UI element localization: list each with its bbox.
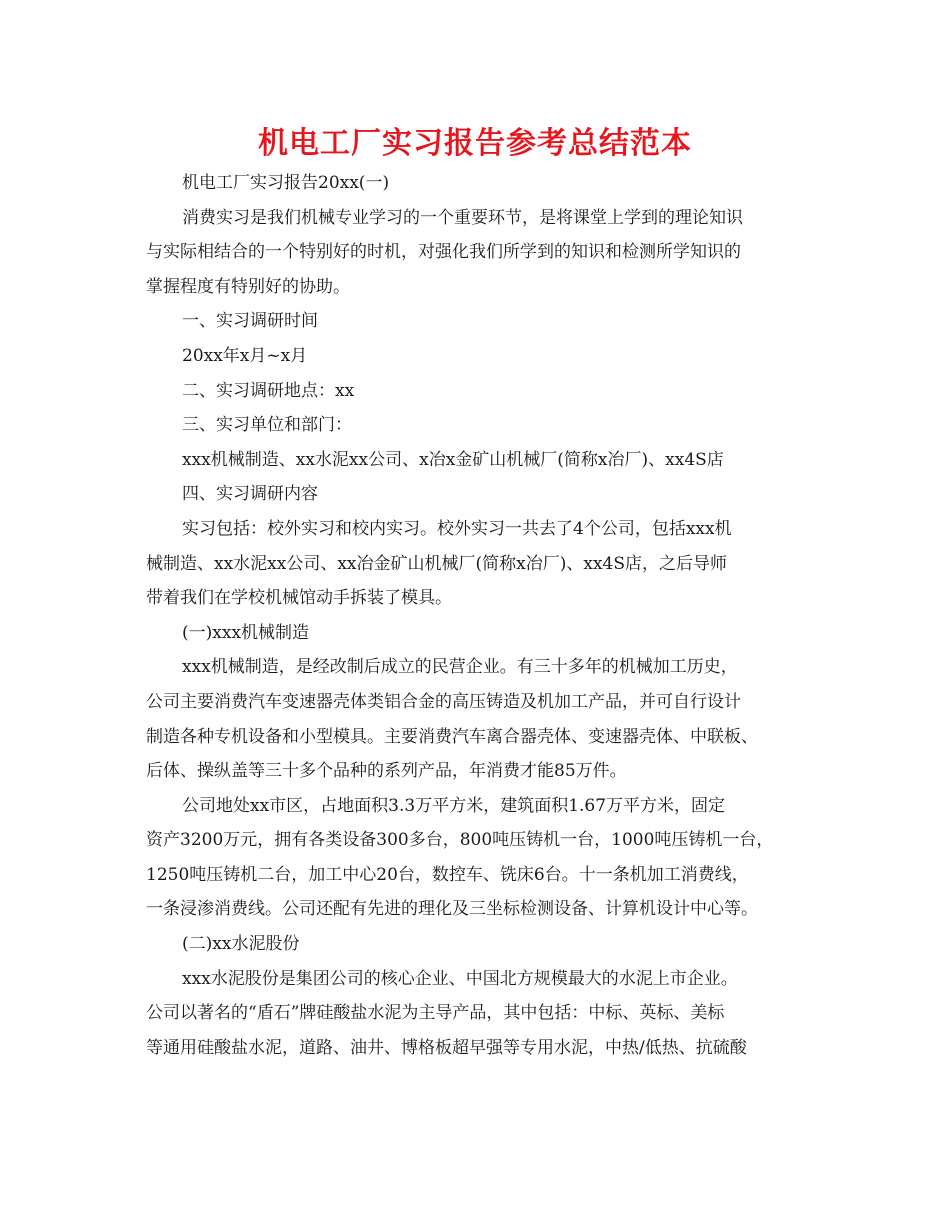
text-line: 等通用硅酸盐水泥，道路、油井、博格板超早强等专用水泥，中热/低热、抗硫酸 [146, 1037, 747, 1058]
section-heading-2 [146, 927, 806, 962]
text-line: 带着我们在学校机械馆动手拆装了模具。 [146, 588, 452, 609]
text-line: 1250吨压铸机二台，加工中心20台，数控车、铣床6台。十一条机加工消费线， [146, 864, 749, 885]
text-line: 公司主要消费汽车变速器壳体类铝合金的高压铸造及机加工产品，并可自行设计 [146, 691, 741, 712]
text-line: 公司地处xx市区，占地面积3.3万平方米，建筑面积1.67万平方米，固定 [182, 795, 726, 816]
text-line: 械制造、xx水泥xx公司、xx冶金矿山机械厂(简称x冶厂)、xx4S店，之后导师 [146, 553, 728, 574]
text-line: 一、实习调研时间 [182, 311, 318, 332]
heading-units [146, 408, 806, 443]
heading-time [146, 304, 806, 339]
paragraph-section-1a [146, 650, 806, 788]
report-subtitle [146, 166, 806, 201]
paragraph-time [146, 339, 806, 374]
text-line: 四、实习调研内容 [182, 484, 318, 505]
text-line: 公司以著名的“盾石”牌硅酸盐水泥为主导产品，其中包括：中标、英标、美标 [146, 1003, 725, 1024]
text-line: 实习包括：校外实习和校内实习。校外实习一共去了4个公司，包括xxx机 [182, 518, 732, 539]
text-line: 掌握程度有特别好的协助。 [146, 276, 350, 297]
document-title: 机电工厂实习报告参考总结范本 [258, 126, 692, 161]
paragraph-content [146, 512, 806, 616]
text-line: 制造各种专机设备和小型模具。主要消费汽车离合器壳体、变速器壳体、中联板、 [146, 726, 758, 747]
text-line: 后体、操纵盖等三十多个品种的系列产品，年消费才能85万件。 [146, 761, 627, 782]
text-line: xxx机械制造、xx水泥xx公司、x冶x金矿山机械厂(简称x冶厂)、xx4S店 [182, 449, 724, 470]
text-line: 资产3200万元，拥有各类设备300多台，800吨压铸机一台，1000吨压铸机一台， [146, 830, 774, 851]
text-line: xxx机械制造，是经改制后成立的民营企业。有三十多年的机械加工历史， [182, 657, 738, 678]
text-line: 一条浸渗消费线。公司还配有先进的理化及三坐标检测设备、计算机设计中心等。 [146, 899, 758, 920]
text-line: 20xx年x月~x月 [182, 345, 308, 366]
paragraph-intro [146, 201, 806, 305]
paragraph-section-2a [146, 962, 806, 1066]
text-line: (二)xx水泥股份 [182, 934, 300, 955]
heading-content [146, 477, 806, 512]
document-body [146, 166, 806, 1065]
paragraph-section-1b [146, 789, 806, 927]
text-line: 机电工厂实习报告20xx(一) [182, 173, 390, 193]
text-line: xxx水泥股份是集团公司的核心企业、中国北方规模最大的水泥上市企业。 [182, 968, 738, 989]
text-line: (一)xxx机械制造 [182, 622, 310, 643]
text-line: 消费实习是我们机械专业学习的一个重要环节，是将课堂上学到的理论知识 [182, 207, 743, 228]
heading-location [146, 374, 806, 409]
text-line: 三、实习单位和部门： [182, 415, 352, 436]
text-line: 二、实习调研地点：xx [182, 380, 355, 401]
section-heading-1 [146, 616, 806, 651]
paragraph-units [146, 443, 806, 478]
text-line: 与实际相结合的一个特别好的时机，对强化我们所学到的知识和检测所学知识的 [146, 242, 741, 263]
